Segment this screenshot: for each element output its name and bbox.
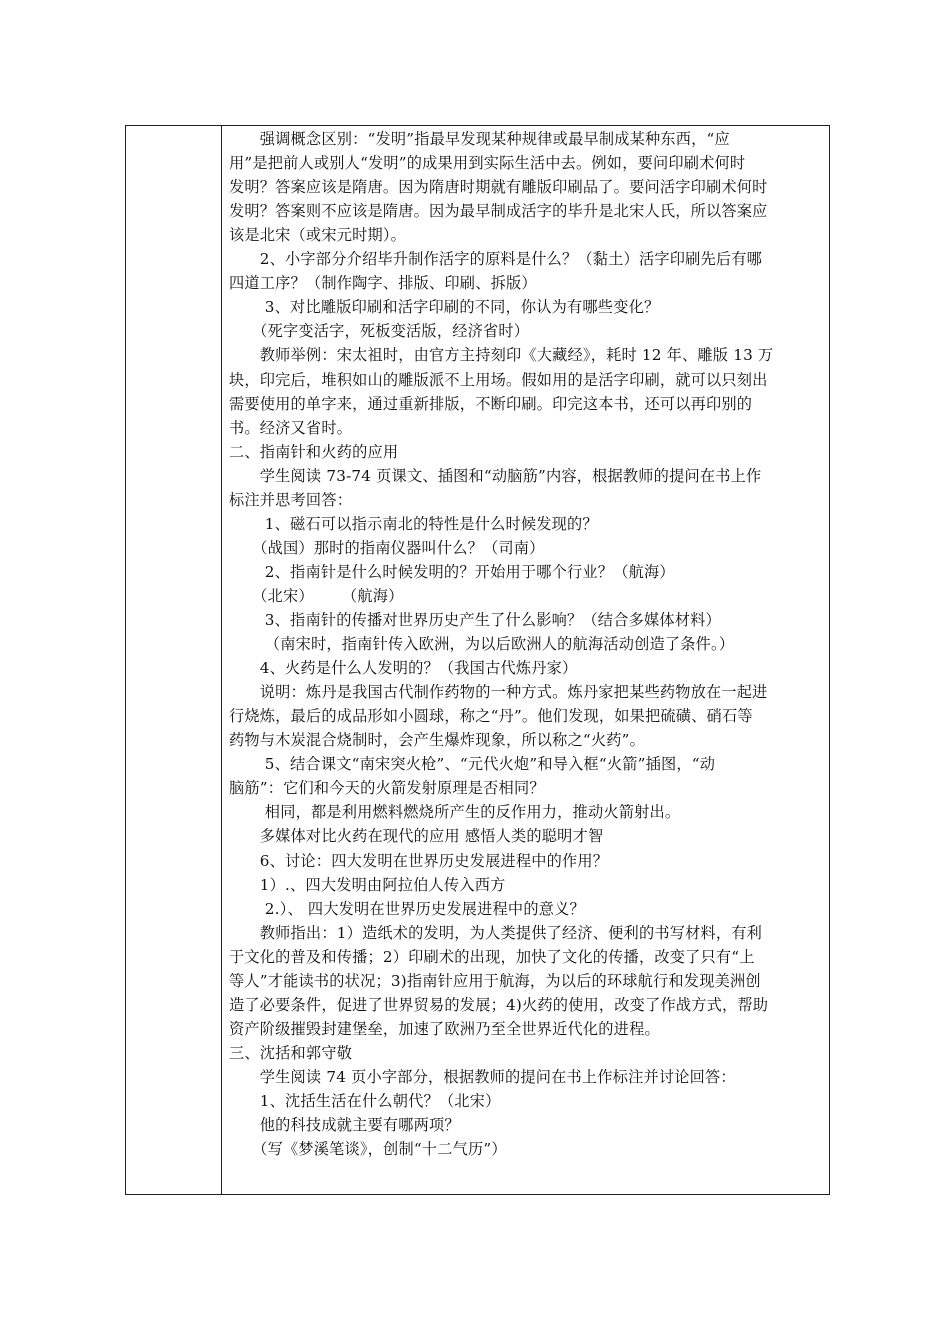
text-line: 发明？答案应该是隋唐。因为隋唐时期就有雕版印刷品了。要问活字印刷术何时 (229, 178, 768, 197)
text-line: 四道工序？（制作陶字、排版、印刷、拆版） (229, 274, 537, 293)
text-line: 他的科技成就主要有哪两项？ (229, 1116, 460, 1135)
text-line: 1、沈括生活在什么朝代？（北宋） (229, 1092, 501, 1110)
text-line: 多媒体对比火药在现代的应用 感悟人类的聪明才智 (229, 827, 604, 846)
text-line: 3、对比雕版印刷和活字印刷的不同，你认为有哪些变化？ (229, 298, 660, 317)
text-line: 1）.、四大发明由阿拉伯人传入西方 (229, 875, 506, 894)
text-line: 脑筋”：它们和今天的火箭发射原理是否相同？ (229, 779, 545, 798)
column-divider-right (829, 126, 830, 1194)
text-line: （写《梦溪笔谈》，创制“十二气历”） (229, 1140, 507, 1159)
text-line: 学生阅读 73-74 页课文、插图和“动脑筋”内容，根据教师的提问在书上作 (229, 466, 762, 485)
text-line: 用”是把前人或别人“发明”的成果用到实际生活中去。例如，要问印刷术何时 (229, 154, 746, 173)
text-line: 块，印完后，堆积如山的雕版派不上用场。假如用的是活字印刷，就可以只刻出 (229, 370, 768, 389)
text-line: 标注并思考回答： (229, 490, 353, 509)
text-line: （死字变活字，死板变活版，经济省时） (229, 322, 530, 341)
text-line: 2.）、 四大发明在世界历史发展进程中的意义？ (229, 899, 585, 918)
text-line: 该是北宋（或宋元时期）。 (229, 226, 407, 245)
text-line: 教师举例：宋太祖时，由官方主持刻印《大藏经》，耗时 12 年、雕版 13 万 (229, 346, 774, 365)
text-line: 6、讨论：四大发明在世界历史发展进程中的作用？ (229, 851, 609, 870)
text-line: 等人”才能读书的状况；3)指南针应用于航海，为以后的环球航行和发现美洲创 (229, 971, 761, 990)
text-line: 2、指南针是什么时候发明的？开始用于哪个行业？（航海） (229, 562, 675, 581)
text-line: （北宋） （航海） (229, 586, 404, 605)
text-line: 于文化的普及和传播；2）印刷术的出现，加快了文化的传播，改变了只有“上 (229, 947, 755, 966)
text-line: 相同，都是利用燃料燃烧所产生的反作用力，推动火箭射出。 (229, 803, 681, 822)
text-line: 行烧炼，最后的成品形如小圆球，称之“丹”。他们发现，如果把硫磺、硝石等 (229, 707, 753, 726)
text-line: 发明？答案则不应该是隋唐。因为最早制成活字的毕升是北宋人氏，所以答案应 (229, 202, 768, 221)
text-line: 资产阶级摧毁封建堡垒，加速了欧洲乃至全世界近代化的进程。 (229, 1019, 660, 1038)
text-line: 2、小字部分介绍毕升制作活字的原料是什么？（黏土）活字印刷先后有哪 (229, 250, 763, 269)
text-line: 二、指南针和火药的应用 (229, 442, 399, 461)
text-line: 三、沈括和郭守敬 (229, 1043, 353, 1062)
text-line: 强调概念区别：“发明”指最早发现某种规律或最早制成某种东西，“应 (229, 130, 730, 148)
text-line: 1、磁石可以指示南北的特性是什么时候发现的？ (229, 514, 598, 533)
text-line: 说明：炼丹是我国古代制作药物的一种方式。炼丹家把某些药物放在一起进 (229, 683, 768, 702)
text-line: 书。经济又省时。 (229, 418, 353, 437)
text-line: 药物与木炭混合烧制时，会产生爆炸现象，所以称之“火药”。 (229, 731, 646, 750)
text-line: 5、结合课文“南宋突火枪”、“元代火炮”和导入框“火箭”插图，“动 (229, 755, 716, 774)
text-line: 教师指出：1）造纸术的发明，为人类提供了经济、便利的书写材料，有利 (229, 923, 763, 942)
text-line: 学生阅读 74 页小字部分，根据教师的提问在书上作标注并讨论回答： (229, 1067, 736, 1086)
text-line: （南宋时，指南针传入欧洲，为以后欧洲人的航海活动创造了条件。） (229, 635, 735, 654)
text-line: 造了必要条件，促进了世界贸易的发展；4)火药的使用，改变了作战方式，帮助 (229, 995, 769, 1014)
text-line: 3、指南针的传播对世界历史产生了什么影响？（结合多媒体材料） (229, 611, 721, 629)
text-line: 4、火药是什么人发明的？（我国古代炼丹家） (229, 659, 578, 678)
text-line: 需要使用的单字来，通过重新排版，不断印刷。印完这本书，还可以再印别的 (229, 394, 753, 413)
text-line: （战国）那时的指南仪器叫什么？（司南） (229, 538, 545, 557)
column-divider-left (221, 126, 222, 1194)
